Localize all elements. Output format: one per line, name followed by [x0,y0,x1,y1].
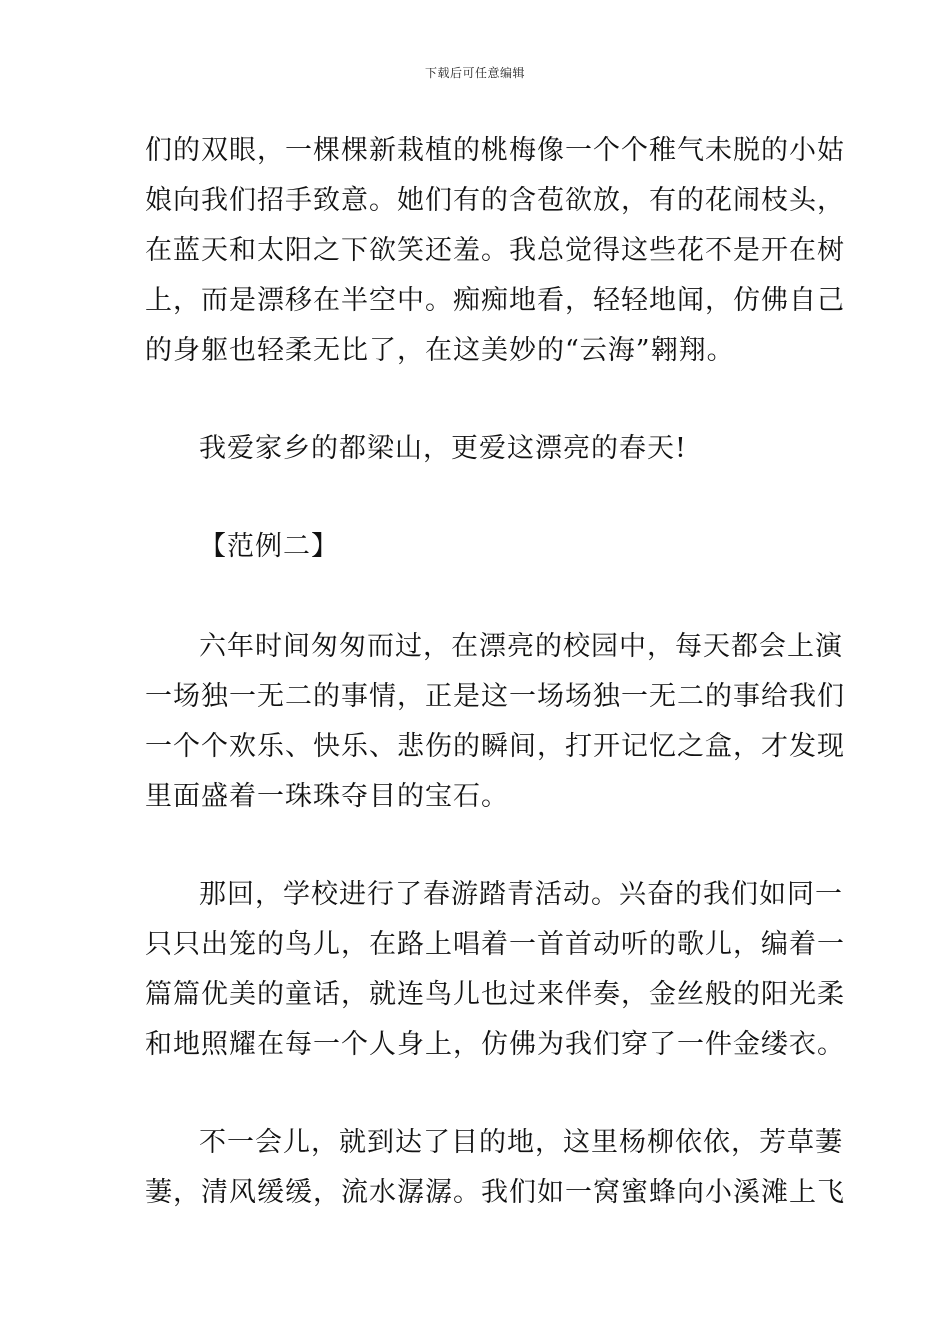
section-heading [145,522,810,572]
paragraph-3 [145,622,845,822]
text-line: 里面盛着一珠珠夺目的宝石。 [145,781,509,812]
paragraph-2 [145,424,810,474]
paragraph-5 [145,1118,845,1218]
text-line: 不一会儿，就到达了目的地，这里杨柳依依，芳草萋 [199,1127,843,1158]
text-line: 的身躯也轻柔无比了，在这美妙的“云海”翱翔。 [145,335,735,366]
text-line: 萋，清风缓缓，流水潺潺。我们如一窝蜜蜂向小溪滩上飞 [145,1177,845,1208]
text-line: 那回，学校进行了春游踏青活动。兴奋的我们如同一 [199,879,843,910]
text-line: 在蓝天和太阳之下欲笑还羞。我总觉得这些花不是开在树 [145,235,845,266]
text-line: 只只出笼的鸟儿，在路上唱着一首首动听的歌儿，编着一 [145,929,845,960]
text-line: 们的双眼，一棵棵新栽植的桃梅像一个个稚气未脱的小姑 [145,135,845,166]
text-line: 一场独一无二的事情，正是这一场场独一无二的事给我们 [145,681,845,712]
text-line: 六年时间匆匆而过，在漂亮的校园中，每天都会上演 [199,631,843,662]
paragraph-1 [145,126,845,376]
text-line: 上，而是漂移在半空中。痴痴地看，轻轻地闻，仿佛自己 [145,285,845,316]
text-line: 篇篇优美的童话，就连鸟儿也过来伴奏，金丝般的阳光柔 [145,979,845,1010]
paragraph-4 [145,870,845,1070]
text-line: 娘向我们招手致意。她们有的含苞欲放，有的花闹枝头， [145,185,845,216]
heading-text: 【范例二】 [199,531,339,562]
text-line: 一个个欢乐、快乐、悲伤的瞬间，打开记忆之盒，才发现 [145,731,845,762]
text-line: 和地照耀在每一个人身上，仿佛为我们穿了一件金缕衣。 [145,1029,845,1060]
page-header: 下载后可任意编辑 [424,66,525,80]
text-line: 我爱家乡的都梁山，更爱这漂亮的春天! [199,433,687,464]
